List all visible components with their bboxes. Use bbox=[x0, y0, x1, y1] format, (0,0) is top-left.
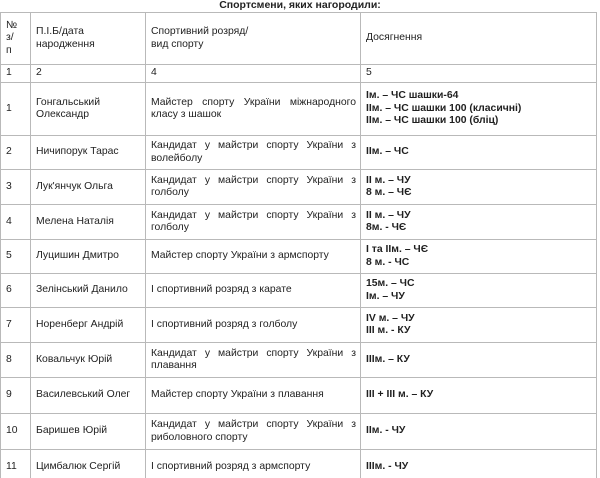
row-sport: Кандидат у майстри спорту України з голболу bbox=[146, 170, 361, 205]
table-row bbox=[1, 308, 597, 343]
row-achievement: ІІІм. – КУ bbox=[361, 343, 597, 378]
row-name: Василевський Олег bbox=[31, 378, 146, 414]
row-achievement: ІІм. – ЧС bbox=[361, 136, 597, 170]
index-cell: 5 bbox=[361, 65, 597, 83]
row-sport: Кандидат у майстри спорту України з риболовного спорту bbox=[146, 414, 361, 450]
row-name: Баришев Юрій bbox=[31, 414, 146, 450]
row-num: 6 bbox=[1, 274, 31, 308]
table-row bbox=[1, 205, 597, 240]
index-cell: 4 bbox=[146, 65, 361, 83]
row-name: Луцишин Дмитро bbox=[31, 240, 146, 274]
table-row bbox=[1, 378, 597, 414]
header-achievement: Досягнення bbox=[361, 13, 597, 65]
table-row bbox=[1, 274, 597, 308]
row-name: Лук'янчук Ольга bbox=[31, 170, 146, 205]
table-row bbox=[1, 414, 597, 450]
row-num: 2 bbox=[1, 136, 31, 170]
row-achievement: ІІІм. - ЧУ bbox=[361, 450, 597, 478]
row-num: 5 bbox=[1, 240, 31, 274]
table-row bbox=[1, 343, 597, 378]
row-name: Норенберг Андрій bbox=[31, 308, 146, 343]
index-cell: 1 bbox=[1, 65, 31, 83]
row-num: 4 bbox=[1, 205, 31, 240]
row-sport: І спортивний розряд з армспорту bbox=[146, 450, 361, 478]
row-name: Гонгальський Олександр bbox=[31, 83, 146, 136]
athletes-table bbox=[0, 12, 597, 478]
index-cell: 2 bbox=[31, 65, 146, 83]
header-name: П.І.Б/дата народження bbox=[31, 13, 146, 65]
row-name: Ничипорук Тарас bbox=[31, 136, 146, 170]
row-sport: Кандидат у майстри спорту України з голболу bbox=[146, 205, 361, 240]
table-row bbox=[1, 83, 597, 136]
page-title: Спортсмени, яких нагородили: bbox=[219, 0, 381, 11]
row-achievement: ІІм. - ЧУ bbox=[361, 414, 597, 450]
row-num: 8 bbox=[1, 343, 31, 378]
table-row bbox=[1, 136, 597, 170]
row-name: Мелена Наталія bbox=[31, 205, 146, 240]
index-row bbox=[1, 65, 597, 83]
row-sport: Майстер спорту України з армспорту bbox=[146, 240, 361, 274]
row-sport: І спортивний розряд з карате bbox=[146, 274, 361, 308]
header-row bbox=[1, 13, 597, 65]
row-name: Ковальчук Юрій bbox=[31, 343, 146, 378]
row-name: Зелінський Данило bbox=[31, 274, 146, 308]
row-achievement: ІІ м. – ЧУ 8 м. – ЧЄ bbox=[361, 170, 597, 205]
row-sport: Кандидат у майстри спорту України з волейболу bbox=[146, 136, 361, 170]
row-achievement: Ім. – ЧС шашки-64 ІІм. – ЧС шашки 100 (класичні) ІІм. – ЧС шашки 100 (бліц) bbox=[361, 83, 597, 136]
header-num: № з/ п bbox=[1, 13, 31, 65]
row-num: 9 bbox=[1, 378, 31, 414]
row-achievement: 15м. – ЧС Ім. – ЧУ bbox=[361, 274, 597, 308]
row-achievement: ІV м. – ЧУ ІІІ м. - КУ bbox=[361, 308, 597, 343]
table-row bbox=[1, 240, 597, 274]
row-sport: Кандидат у майстри спорту України з плавання bbox=[146, 343, 361, 378]
header-sport: Спортивний розряд/ вид спорту bbox=[146, 13, 361, 65]
row-num: 1 bbox=[1, 83, 31, 136]
row-name: Цимбалюк Сергій bbox=[31, 450, 146, 478]
row-achievement: ІІ м. – ЧУ 8м. - ЧЄ bbox=[361, 205, 597, 240]
row-achievement: ІІІ + ІІІ м. – КУ bbox=[361, 378, 597, 414]
row-num: 3 bbox=[1, 170, 31, 205]
row-sport: Майстер спорту України міжнародного класу з шашок bbox=[146, 83, 361, 136]
row-num: 7 bbox=[1, 308, 31, 343]
row-num: 10 bbox=[1, 414, 31, 450]
table-row bbox=[1, 450, 597, 478]
row-sport: Майстер спорту України з плавання bbox=[146, 378, 361, 414]
row-sport: І спортивний розряд з голболу bbox=[146, 308, 361, 343]
row-achievement: І та ІІм. – ЧЄ 8 м. - ЧС bbox=[361, 240, 597, 274]
table-row bbox=[1, 170, 597, 205]
row-num: 11 bbox=[1, 450, 31, 478]
